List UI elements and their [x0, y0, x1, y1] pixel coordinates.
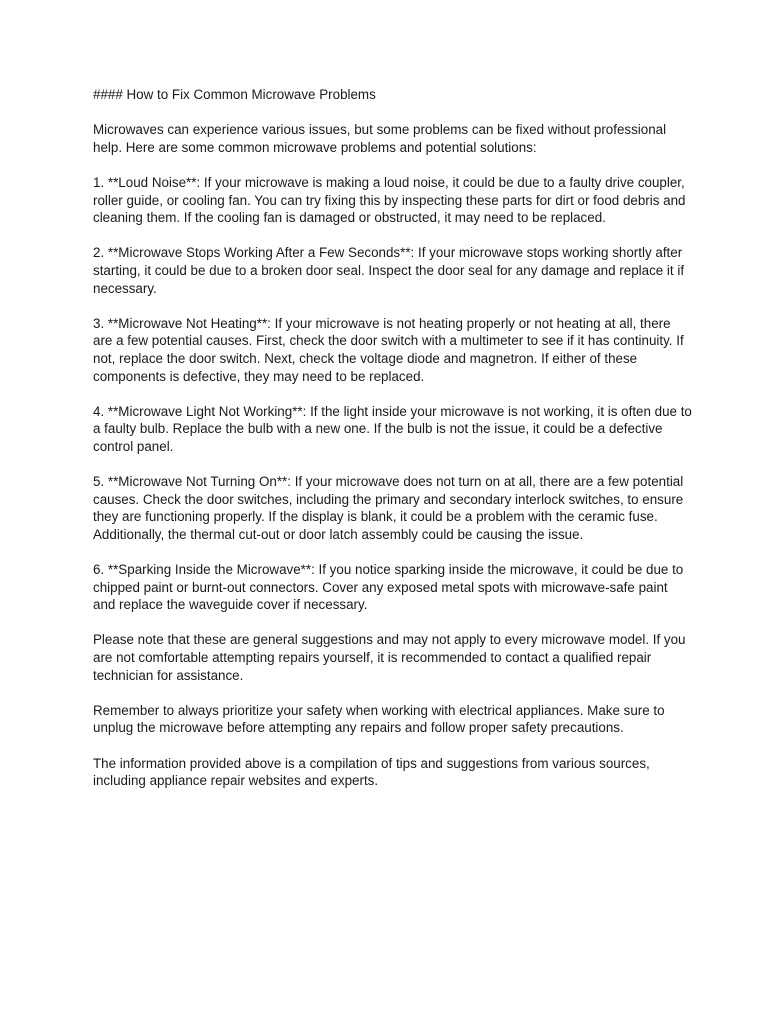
- sources-paragraph: The information provided above is a compilation of tips and suggestions from various sources, including appliance repair websites and experts.: [93, 755, 650, 789]
- document-heading: #### How to Fix Common Microwave Problems: [93, 87, 376, 102]
- problem-not-heating: 3. **Microwave Not Heating**: If your microwave is not heating properly or not heating at all, there are a few potential causes. First, check the door switch with a multimeter to see if it has continuity. If not, replace the door switch. Next, check the voltage diode and magnetron. If either of these components is defective, they may need to be replaced.: [93, 315, 684, 384]
- disclaimer-paragraph: Please note that these are general suggestions and may not apply to every microwave model. If you are not comfortable attempting repairs yourself, it is recommended to contact a qualified repair technician for assistance.: [93, 632, 686, 683]
- problem-sparking: 6. **Sparking Inside the Microwave**: If you notice sparking inside the microwave, it could be due to chipped paint or burnt-out connectors. Cover any exposed metal spots with microwave-safe paint and replace the waveguide cover if necessary.: [93, 562, 684, 613]
- problem-light-not-working: 4. **Microwave Light Not Working**: If the light inside your microwave is not working, it is often due to a faulty bulb. Replace the bulb with a new one. If the bulb is not the issue, it could be a defective control panel.: [93, 403, 692, 454]
- problem-not-turning-on: 5. **Microwave Not Turning On**: If your microwave does not turn on at all, there are a few potential causes. Check the door switches, including the primary and secondary interlock switches, to ensure they are functioning properly. If the display is blank, it could be a problem with the ceramic fuse. Additionally, the thermal cut-out or door latch assembly could be causing the issue.: [93, 474, 684, 542]
- intro-paragraph: Microwaves can experience various issues, but some problems can be fixed without professional help. Here are some common microwave problems and potential solutions:: [93, 122, 667, 155]
- document-page: [93, 86, 693, 807]
- safety-paragraph: Remember to always prioritize your safety when working with electrical appliances. Make sure to unplug the microwave before attempting any repairs and follow proper safety precautions.: [93, 702, 665, 736]
- problem-loud-noise: 1. **Loud Noise**: If your microwave is making a loud noise, it could be due to a faulty drive coupler, roller guide, or cooling fan. You can try fixing this by inspecting these parts for dirt or food debris and cleaning them. If the cooling fan is damaged or obstructed, it may need to be replaced.: [93, 174, 686, 226]
- problem-stops-working: 2. **Microwave Stops Working After a Few Seconds**: If your microwave stops working shortly after starting, it could be due to a broken door seal. Inspect the door seal for any damage and replace it if necessary.: [93, 245, 685, 296]
